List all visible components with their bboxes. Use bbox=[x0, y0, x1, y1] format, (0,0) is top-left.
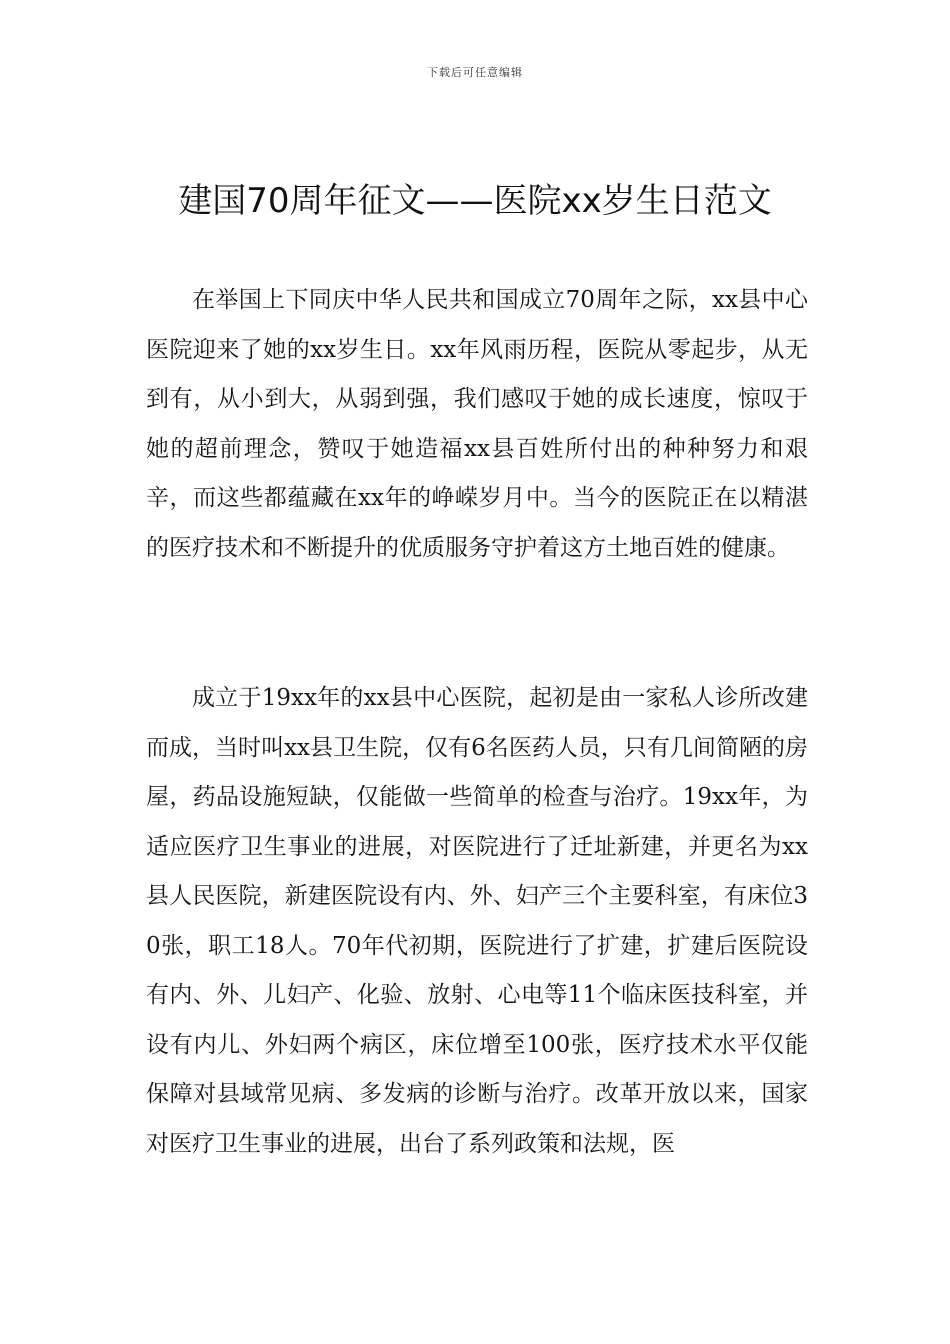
page-header-note: 下载后可任意编辑 bbox=[427, 66, 523, 79]
paragraph-2: 成立于19xx年的xx县中心医院，起初是由一家私人诊所改建而成，当时叫xx县卫生院，仅有6名医药人员，只有几间简陋的房屋，药品设施短缺，仅能做一些简单的检查与治疗。19xx年，为适应医疗卫生事业的进展，对医院进行了迁址新建，并更名为xx县人民医院，新建医院设有内、外、妇产三个主要科室，有床位30张，职工18人。70年代初期，医院进行了扩建，扩建后医院设有内、外、儿妇产、化验、放射、心电等11个临床医技科室，并设有内儿、外妇两个病区，床位增至100张，医疗技术水平仅能保障对县域常见病、多发病的诊断与治疗。改革开放以来，国家对医疗卫生事业的进展，出台了系列政策和法规，医 bbox=[146, 685, 808, 1157]
paragraph-1: 在举国上下同庆中华人民共和国成立70周年之际，xx县中心医院迎来了她的xx岁生日。xx年风雨历程，医院从零起步，从无到有，从小到大，从弱到强，我们感叹于她的成长速度，惊叹于她的超前理念，赞叹于她造福xx县百姓所付出的种种努力和艰辛，而这些都蕴藏在xx年的峥嵘岁月中。当今的医院正在以精湛的医疗技术和不断提升的优质服务守护着这方土地百姓的健康。 bbox=[146, 287, 808, 561]
document-title: 建国70周年征文——医院xx岁生日范文 bbox=[178, 181, 772, 221]
